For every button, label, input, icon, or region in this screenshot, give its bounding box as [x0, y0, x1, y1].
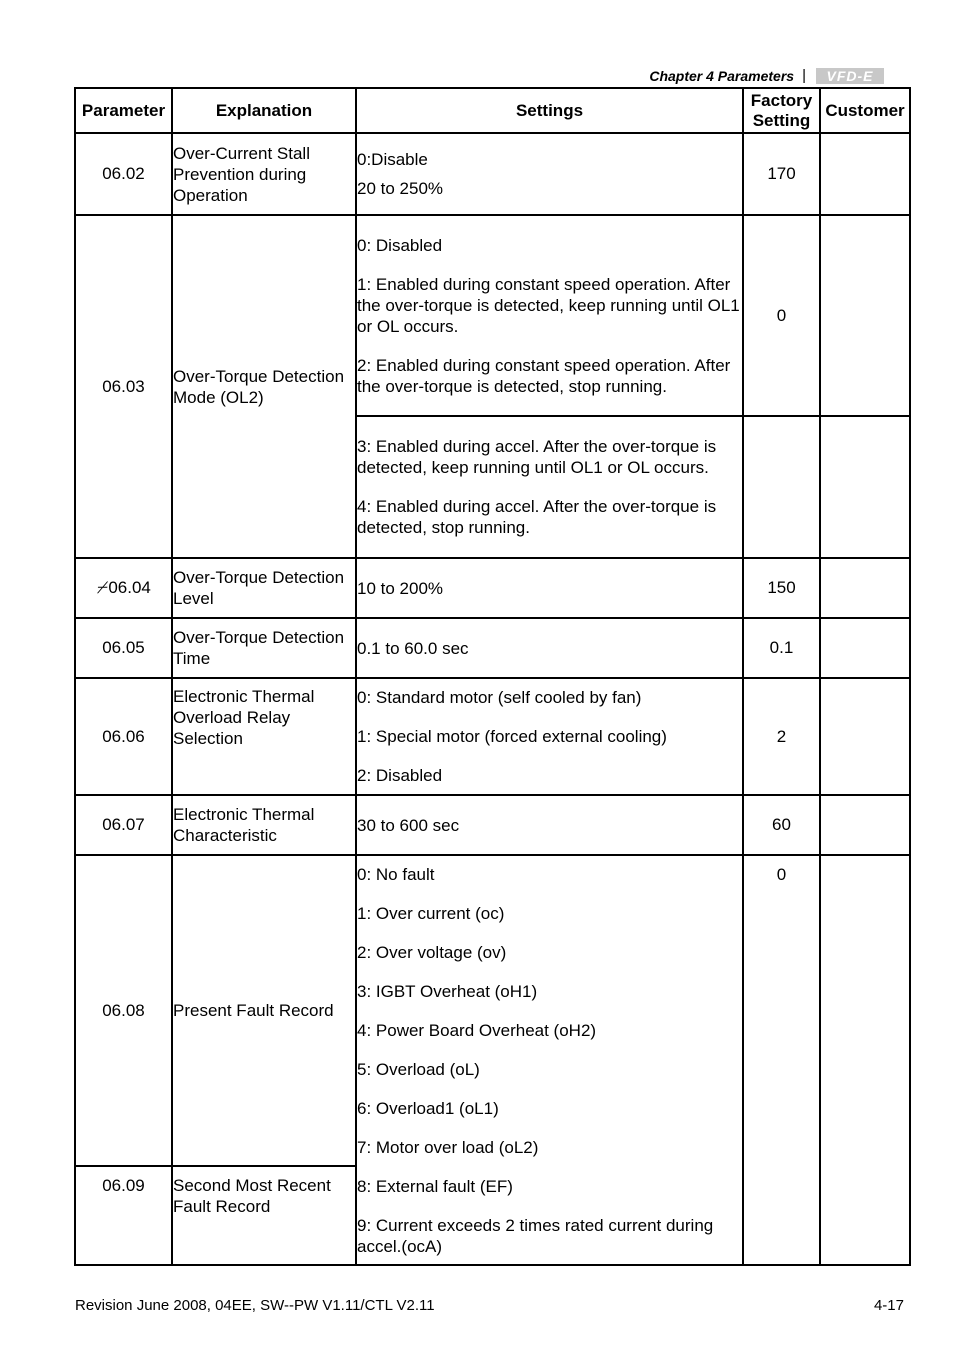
factory-value-empty: [743, 416, 820, 558]
param-explanation: Electronic Thermal Overload Relay Selection: [172, 678, 356, 795]
table-row: [75, 795, 910, 855]
param-number-text: 06.04: [108, 578, 151, 597]
param-explanation: Electronic Thermal Characteristic: [172, 795, 356, 855]
list-item: 5: Overload (oL): [357, 1060, 480, 1079]
customer-cell: [820, 678, 910, 795]
param-settings: 30 to 600 sec: [356, 795, 743, 855]
setting-line: 0:Disable: [357, 150, 428, 169]
list-item: 7: Motor over load (oL2): [357, 1138, 539, 1157]
setting-line: 2: Disabled: [357, 766, 443, 785]
table-row: [75, 855, 910, 1166]
table-row: [75, 678, 910, 795]
setting-line: 1: Special motor (forced external cooling): [357, 727, 667, 746]
parameter-table: [74, 87, 911, 1266]
setting-line: 0: Disabled: [357, 235, 443, 255]
param-explanation: Second Most Recent Fault Record: [172, 1166, 356, 1265]
header-separator: |: [802, 67, 806, 84]
param-number: [75, 558, 172, 618]
param-explanation: Over-Torque Detection Mode (OL2): [172, 215, 356, 558]
param-settings: [356, 416, 743, 558]
header-settings: Settings: [356, 88, 743, 133]
list-item: 6: Overload1 (oL1): [357, 1099, 499, 1118]
customer-cell: [820, 558, 910, 618]
param-explanation: Over-Torque Detection Time: [172, 618, 356, 678]
pen-icon: ⌿: [96, 578, 107, 597]
param-settings: 0.1 to 60.0 sec: [356, 618, 743, 678]
setting-line: 2: Enabled during constant speed operation. After the over-torque is detected, stop running.: [357, 355, 731, 396]
header-factory-setting: Factory Setting: [743, 88, 820, 133]
param-number: 06.03: [75, 215, 172, 558]
param-number: 06.06: [75, 678, 172, 795]
list-item: 1: Over current (oc): [357, 904, 505, 923]
param-number: 06.09: [75, 1166, 172, 1265]
setting-line: 20 to 250%: [357, 179, 444, 198]
param-settings: [356, 133, 743, 215]
header-explanation: Explanation: [172, 88, 356, 133]
setting-line: 4: Enabled during accel. After the over-torque is detected, stop running.: [357, 497, 717, 537]
param-settings: [356, 678, 743, 795]
param-settings: [356, 215, 743, 416]
fault-record-settings: [356, 855, 743, 1265]
factory-value: 0: [743, 855, 820, 1265]
revision-text: Revision June 2008, 04EE, SW--PW V1.11/CTL V2.11: [75, 1297, 435, 1314]
table-header-row: [75, 88, 910, 133]
factory-value: 150: [743, 558, 820, 618]
chapter-title: Chapter 4 Parameters: [649, 67, 795, 84]
table-row: [75, 215, 910, 416]
param-number: 06.07: [75, 795, 172, 855]
factory-value: 60: [743, 795, 820, 855]
list-item: 3: IGBT Overheat (oH1): [357, 982, 538, 1001]
customer-cell: [820, 133, 910, 215]
customer-cell: [820, 215, 910, 416]
customer-cell: [820, 855, 910, 1265]
factory-value: 170: [743, 133, 820, 215]
page-header: [649, 67, 884, 84]
param-explanation: Present Fault Record: [172, 855, 356, 1166]
factory-value: 0: [743, 215, 820, 416]
setting-line: 3: Enabled during accel. After the over-torque is detected, keep running until OL1 or OL occurs.: [357, 437, 717, 477]
customer-cell: [820, 618, 910, 678]
header-customer: Customer: [820, 88, 910, 133]
setting-line: 0: Standard motor (self cooled by fan): [357, 688, 642, 707]
param-number: 06.08: [75, 855, 172, 1166]
list-item: 0: No fault: [357, 865, 435, 884]
page-footer: [75, 1297, 904, 1314]
brand-logo: VFD-E: [816, 68, 884, 84]
list-item: 8: External fault (EF): [357, 1177, 513, 1196]
table-row: [75, 558, 910, 618]
factory-value: 2: [743, 678, 820, 795]
param-explanation: Over-Torque Detection Level: [172, 558, 356, 618]
table-row: [75, 618, 910, 678]
table-row: [75, 133, 910, 215]
list-item: 2: Over voltage (ov): [357, 943, 507, 962]
setting-line: 1: Enabled during constant speed operation. After the over-torque is detected, keep running until OL1 or OL occurs.: [357, 274, 740, 336]
customer-cell: [820, 795, 910, 855]
param-number: 06.05: [75, 618, 172, 678]
page-number: 4-17: [873, 1297, 904, 1314]
param-number: 06.02: [75, 133, 172, 215]
header-parameter: Parameter: [75, 88, 172, 133]
param-settings: 10 to 200%: [356, 558, 743, 618]
param-explanation: Over-Current Stall Prevention during Operation: [172, 133, 356, 215]
list-item: 4: Power Board Overheat (oH2): [357, 1021, 597, 1040]
customer-cell: [820, 416, 910, 558]
factory-value: 0.1: [743, 618, 820, 678]
list-item: 9: Current exceeds 2 times rated current during accel.(ocA): [357, 1216, 714, 1256]
